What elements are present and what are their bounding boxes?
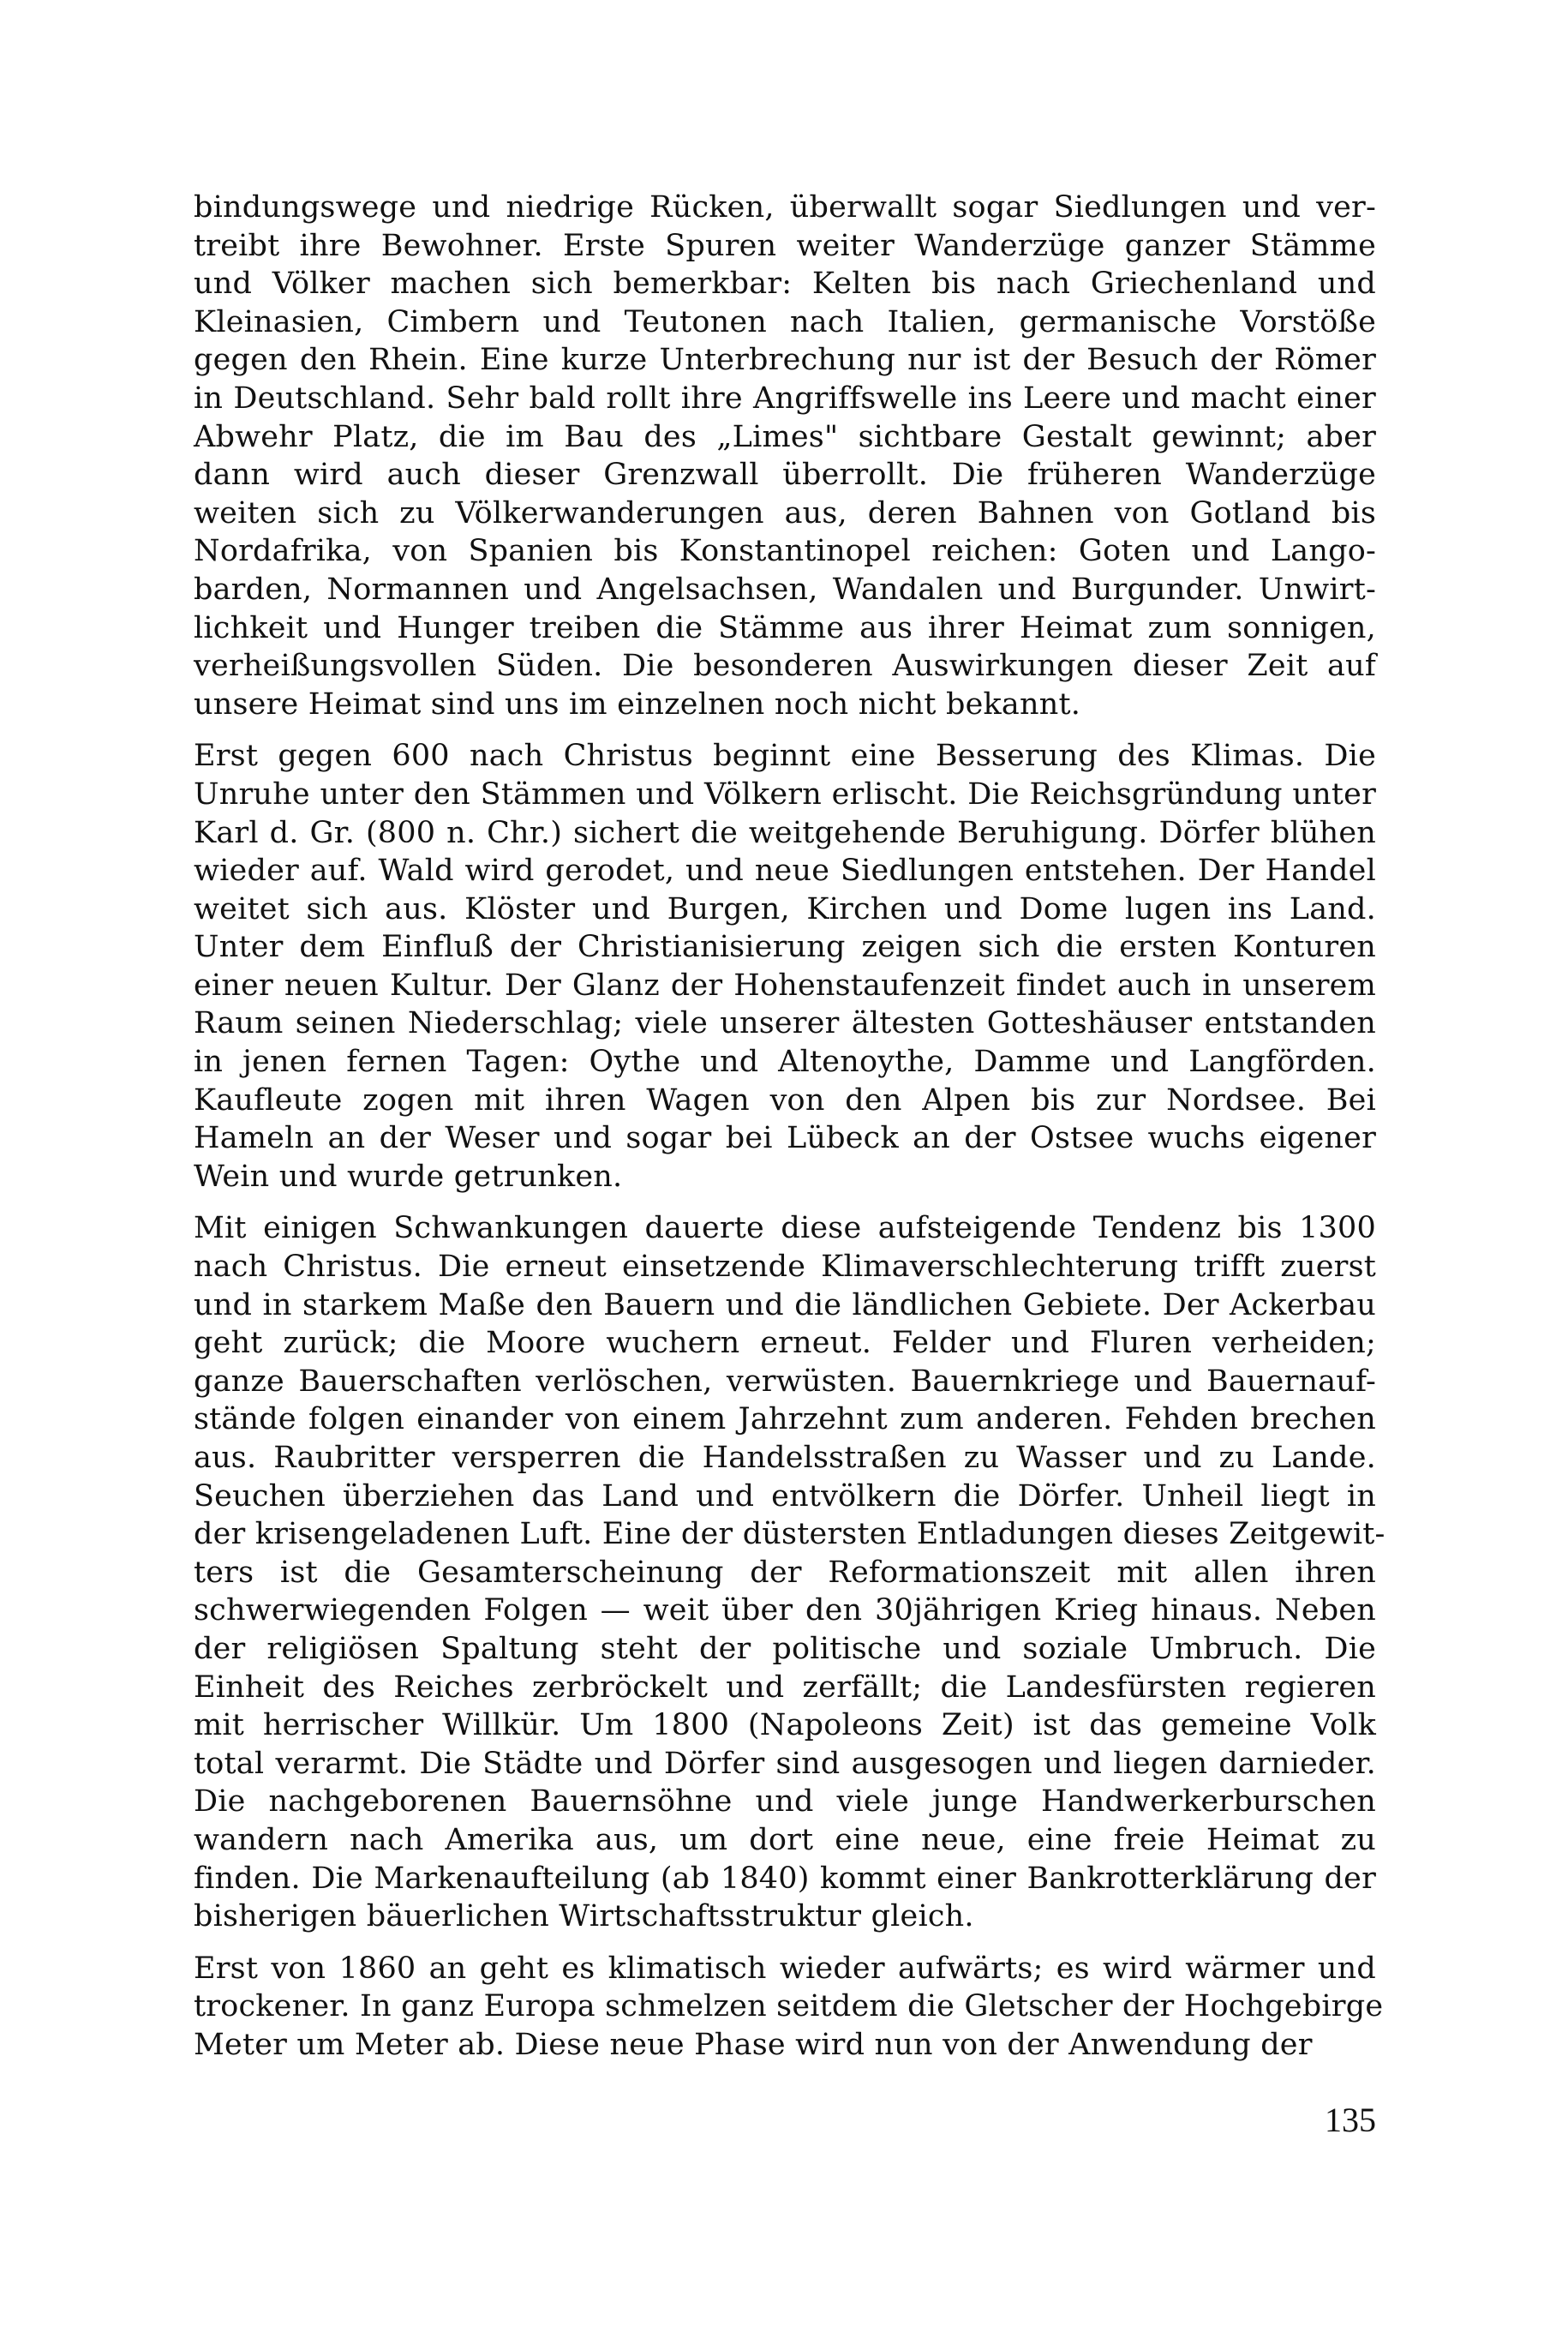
text-line: Unter dem Einfluß der Christianisierung zeigen sich die ersten Konturen xyxy=(194,930,1376,965)
text-line: wandern nach Amerika aus, um dort eine neue, eine freie Heimat zu xyxy=(194,1822,1376,1857)
text-line: Einheit des Reiches zerbröckelt und zerfällt; die Landesfürsten regieren xyxy=(194,1670,1376,1705)
text-line: Meter um Meter ab. Diese neue Phase wird nun von der Anwendung der xyxy=(194,2027,1313,2062)
text-line: ganze Bauerschaften verlöschen, verwüsten. Bauernkriege und Bauernauf- xyxy=(194,1364,1376,1399)
text-line: stände folgen einander von einem Jahrzehnt zum anderen. Fehden brechen xyxy=(194,1402,1376,1437)
text-line: Mit einigen Schwankungen dauerte diese aufsteigende Tendenz bis 1300 xyxy=(194,1211,1376,1246)
paragraph-gap xyxy=(194,1936,1376,1950)
text-line: finden. Die Markenaufteilung (ab 1840) kommt einer Bankrotterklärung der xyxy=(194,1861,1376,1896)
text-line: wieder auf. Wald wird gerodet, und neue Siedlungen entstehen. Der Handel xyxy=(194,854,1376,889)
body-text xyxy=(194,189,1385,2065)
text-line: in jenen fernen Tagen: Oythe und Altenoythe, Damme und Langförden. xyxy=(194,1045,1376,1080)
text-line: schwerwiegenden Folgen — weit über den 30jährigen Krieg hinaus. Neben xyxy=(194,1593,1376,1628)
text-line: dann wird auch dieser Grenzwall überrollt. Die früheren Wanderzüge xyxy=(194,458,1376,493)
text-line: verheißungsvollen Süden. Die besonderen Auswirkungen dieser Zeit auf xyxy=(194,649,1376,684)
text-line: lichkeit und Hunger treiben die Stämme aus ihrer Heimat zum sonnigen, xyxy=(194,610,1376,645)
text-line: weitet sich aus. Klöster und Burgen, Kirchen und Dome lugen ins Land. xyxy=(194,891,1376,926)
text-line: aus. Raubritter versperren die Handelsstraßen zu Wasser und zu Lande. xyxy=(194,1441,1376,1475)
page-number: 135 xyxy=(1325,2101,1376,2139)
text-line: der religiösen Spaltung steht der politische und soziale Umbruch. Die xyxy=(194,1631,1376,1666)
paragraph xyxy=(194,1950,1384,2065)
text-line: der krisengeladenen Luft. Eine der düstersten Entladungen dieses Zeitgewit- xyxy=(194,1517,1385,1552)
text-line: Hameln an der Weser und sogar bei Lübeck an der Ostsee wuchs eigener xyxy=(194,1121,1376,1156)
text-line: und Völker machen sich bemerkbar: Kelten bis nach Griechenland und xyxy=(194,267,1376,302)
text-line: unsere Heimat sind uns im einzelnen noch nicht bekannt. xyxy=(194,686,1081,722)
text-line: Erst von 1860 an geht es klimatisch wieder aufwärts; es wird wärmer und xyxy=(194,1951,1376,1986)
text-line: Abwehr Platz, die im Bau des „Limes" sichtbare Gestalt gewinnt; aber xyxy=(194,419,1376,454)
text-line: Unruhe unter den Stämmen und Völkern erlischt. Die Reichsgründung unter xyxy=(194,776,1376,812)
text-line: barden, Normannen und Angelsachsen, Wandalen und Burgunder. Unwirt- xyxy=(194,572,1376,607)
paragraph xyxy=(194,737,1376,1196)
text-line: trockener. In ganz Europa schmelzen seitdem die Gletscher der Hochgebirge xyxy=(194,1989,1384,2024)
text-line: Nordafrika, von Spanien bis Konstantinopel reichen: Goten und Lango- xyxy=(194,534,1376,569)
text-line: Kleinasien, Cimbern und Teutonen nach Italien, germanische Vorstöße xyxy=(194,304,1376,339)
paragraph-gap xyxy=(194,723,1376,737)
text-line: Raum seinen Niederschlag; viele unserer ältesten Gotteshäuser entstanden xyxy=(194,1006,1376,1041)
text-line: und in starkem Maße den Bauern und die ländlichen Gebiete. Der Ackerbau xyxy=(194,1287,1376,1322)
text-line: Karl d. Gr. (800 n. Chr.) sichert die weitgehende Beruhigung. Dörfer blühen xyxy=(194,815,1376,850)
text-line: nach Christus. Die erneut einsetzende Klimaverschlechterung trifft zuerst xyxy=(194,1250,1376,1285)
paragraph-gap xyxy=(194,1196,1376,1209)
text-line: in Deutschland. Sehr bald rollt ihre Angriffswelle ins Leere und macht einer xyxy=(194,381,1376,416)
text-line: Kaufleute zogen mit ihren Wagen von den Alpen bis zur Nordsee. Bei xyxy=(194,1082,1376,1118)
text-line: gegen den Rhein. Eine kurze Unterbrechung nur ist der Besuch der Römer xyxy=(194,343,1376,378)
text-line: ters ist die Gesamterscheinung der Reformationszeit mit allen ihren xyxy=(194,1555,1376,1590)
text-line: Wein und wurde getrunken. xyxy=(194,1159,623,1194)
text-line: Erst gegen 600 nach Christus beginnt eine Besserung des Klimas. Die xyxy=(194,739,1376,774)
text-line: geht zurück; die Moore wuchern erneut. Felder und Fluren verheiden; xyxy=(194,1326,1376,1361)
text-line: bisherigen bäuerlichen Wirtschaftsstruktur gleich. xyxy=(194,1899,974,1934)
text-line: treibt ihre Bewohner. Erste Spuren weiter Wanderzüge ganzer Stämme xyxy=(194,228,1376,263)
text-line: mit herrischer Willkür. Um 1800 (Napoleons Zeit) ist das gemeine Volk xyxy=(194,1708,1376,1743)
text-line: Seuchen überziehen das Land und entvölkern die Dörfer. Unheil liegt in xyxy=(194,1478,1376,1514)
text-line: weiten sich zu Völkerwanderungen aus, deren Bahnen von Gotland bis xyxy=(194,495,1376,531)
text-line: einer neuen Kultur. Der Glanz der Hohenstaufenzeit findet auch in unserem xyxy=(194,968,1376,1003)
text-line: Die nachgeborenen Bauernsöhne und viele junge Handwerkerburschen xyxy=(194,1784,1376,1819)
paragraph xyxy=(194,189,1376,723)
paragraph xyxy=(194,1209,1385,1935)
text-line: total verarmt. Die Städte und Dörfer sind ausgesogen und liegen darnieder. xyxy=(194,1746,1376,1781)
text-line: bindungswege und niedrige Rücken, überwallt sogar Siedlungen und ver- xyxy=(194,190,1376,225)
